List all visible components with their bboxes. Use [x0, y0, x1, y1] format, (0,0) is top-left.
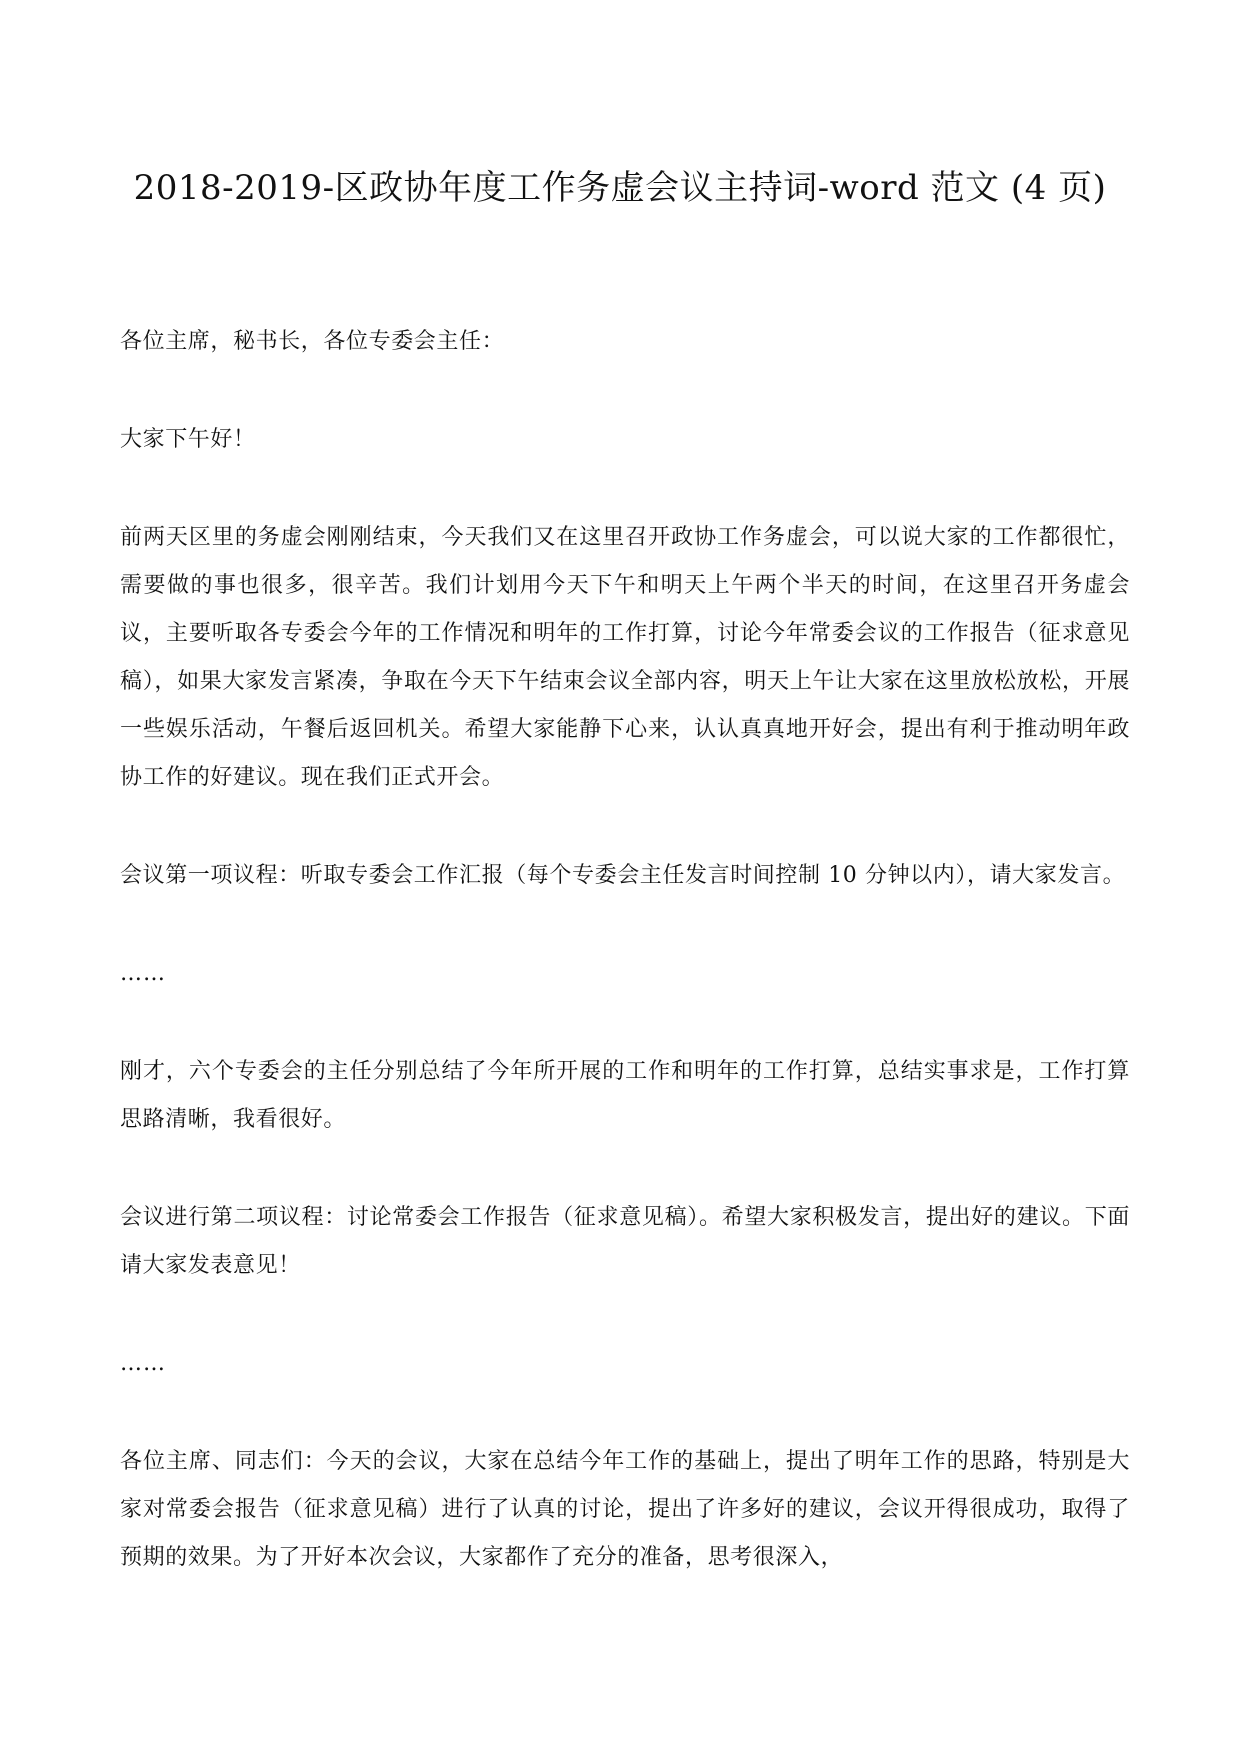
closing-paragraph: 各位主席、同志们：今天的会议，大家在总结今年工作的基础上，提出了明年工作的思路，特别是大家对常委会报告（征求意见稿）进行了认真的讨论，提出了许多好的建议，会议开得很成功，取得了预期的效果。为了开好本次会议，大家都作了充分的准备，思考很深入，: [120, 1449, 1130, 1570]
agenda-item-two-paragraph: 会议进行第二项议程：讨论常委会工作报告（征求意见稿）。希望大家积极发言，提出好的建议。下面请大家发表意见！: [120, 1205, 1130, 1278]
ellipsis-separator: ……: [120, 1351, 166, 1376]
opening-paragraph: 前两天区里的务虚会刚刚结束，今天我们又在这里召开政协工作务虚会，可以说大家的工作都很忙，需要做的事也很多，很辛苦。我们计划用今天下午和明天上午两个半天的时间，在这里召开务虚会议，主要听取各专委会今年的工作情况和明年的工作打算，讨论今年常委会议的工作报告（征求意见稿），如果大家发言紧凑，争取在今天下午结束会议全部内容，明天上午让大家在这里放松放松，开展一些娱乐活动，午餐后返回机关。希望大家能静下心来，认认真真地开好会，提出有利于推动明年政协工作的好建议。现在我们正式开会。: [120, 525, 1130, 790]
document-title: 2018-2019-区政协年度工作务虚会议主持词-word 范文 (4 页): [133, 168, 1107, 208]
salutation-paragraph: 各位主席，秘书长，各位专委会主任：: [120, 329, 505, 354]
ellipsis-separator: ……: [120, 961, 166, 986]
summary-paragraph: 刚才，六个专委会的主任分别总结了今年所开展的工作和明年的工作打算，总结实事求是，工作打算思路清晰，我看很好。: [120, 1059, 1130, 1132]
greeting-paragraph: 大家下午好！: [120, 427, 256, 452]
agenda-item-one-paragraph: 会议第一项议程：听取专委会工作汇报（每个专委会主任发言时间控制 10 分钟以内），请大家发言。: [120, 863, 1126, 888]
document-body: [120, 318, 1130, 1632]
